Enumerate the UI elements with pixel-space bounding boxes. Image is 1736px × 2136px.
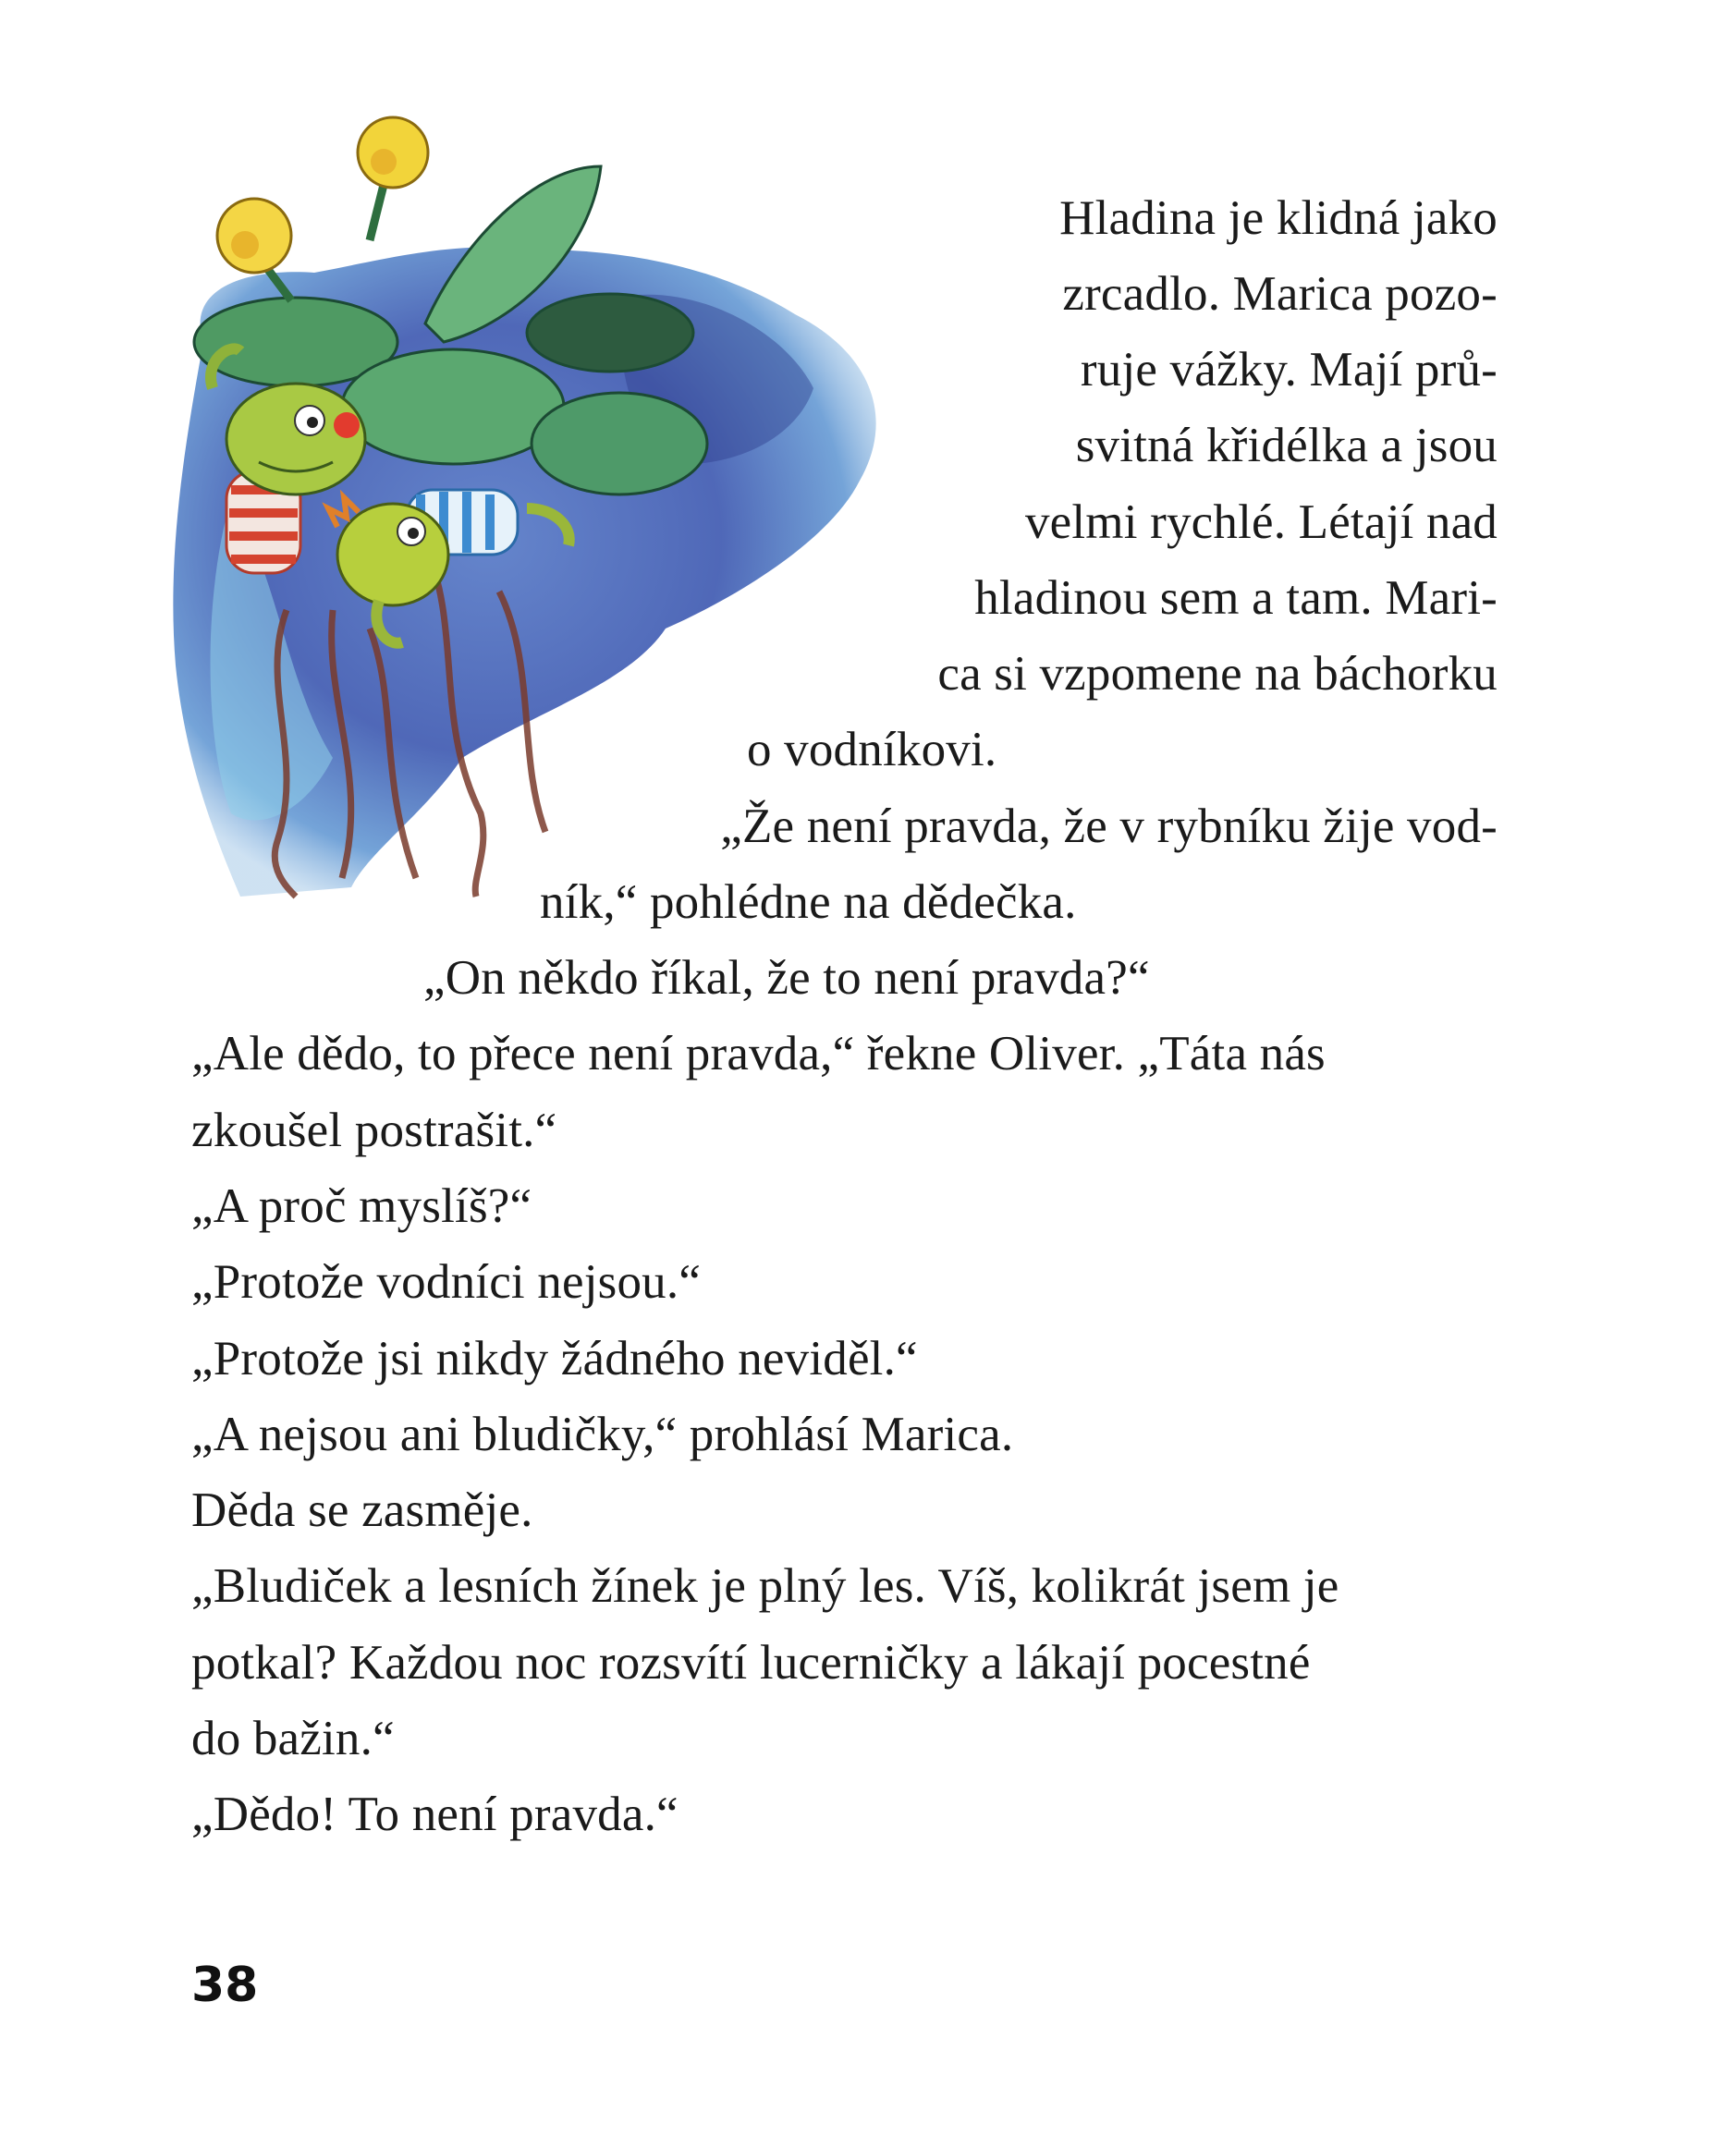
text-line: zkoušel postrašit.“: [191, 1104, 557, 1157]
text-line: svitná křidélka a jsou: [1075, 419, 1498, 472]
text-line: „Protože vodníci nejsou.“: [191, 1255, 702, 1309]
text-line: do bažin.“: [191, 1712, 395, 1765]
text-line: „Dědo! To není pravda.“: [191, 1788, 679, 1841]
text-line: zrcadlo. Marica pozo-: [1062, 267, 1498, 321]
text-line: „Protože jsi nikdy žádného neviděl.“: [191, 1332, 918, 1385]
page-number: 38: [191, 1958, 259, 2013]
text-line: velmi rychlé. Létají nad: [1024, 495, 1498, 549]
text-line: „A nejsou ani bludičky,“ prohlásí Marica.: [191, 1408, 1014, 1461]
text-line: „Bludiček a lesních žínek je plný les. Víš, kolikrát jsem je: [191, 1559, 1339, 1613]
text-line: ruje vážky. Mají prů-: [1080, 343, 1498, 397]
text-line: „On někdo říkal, že to není pravda?“: [423, 951, 1150, 1005]
text-line: potkal? Každou noc rozsvítí lucerničky a lákají pocestné: [191, 1636, 1311, 1690]
text-line: o vodníkovi.: [747, 723, 997, 776]
text-line: „Že není pravda, že v rybníku žije vod-: [720, 799, 1498, 853]
frogs-under-lily-pads-illustration: [148, 111, 980, 906]
text-line: Hladina je klidná jako: [1059, 191, 1498, 245]
text-line: Děda se zasměje.: [191, 1483, 533, 1537]
text-line: ník,“ pohlédne na dědečka.: [540, 875, 1077, 929]
text-line: hladinou sem a tam. Mari-: [974, 571, 1498, 625]
text-line: „A proč myslíš?“: [191, 1179, 532, 1233]
text-line: ca si vzpomene na báchorku: [937, 647, 1498, 701]
text-line: „Ale dědo, to přece není pravda,“ řekne Oliver. „Táta nás: [191, 1027, 1326, 1080]
